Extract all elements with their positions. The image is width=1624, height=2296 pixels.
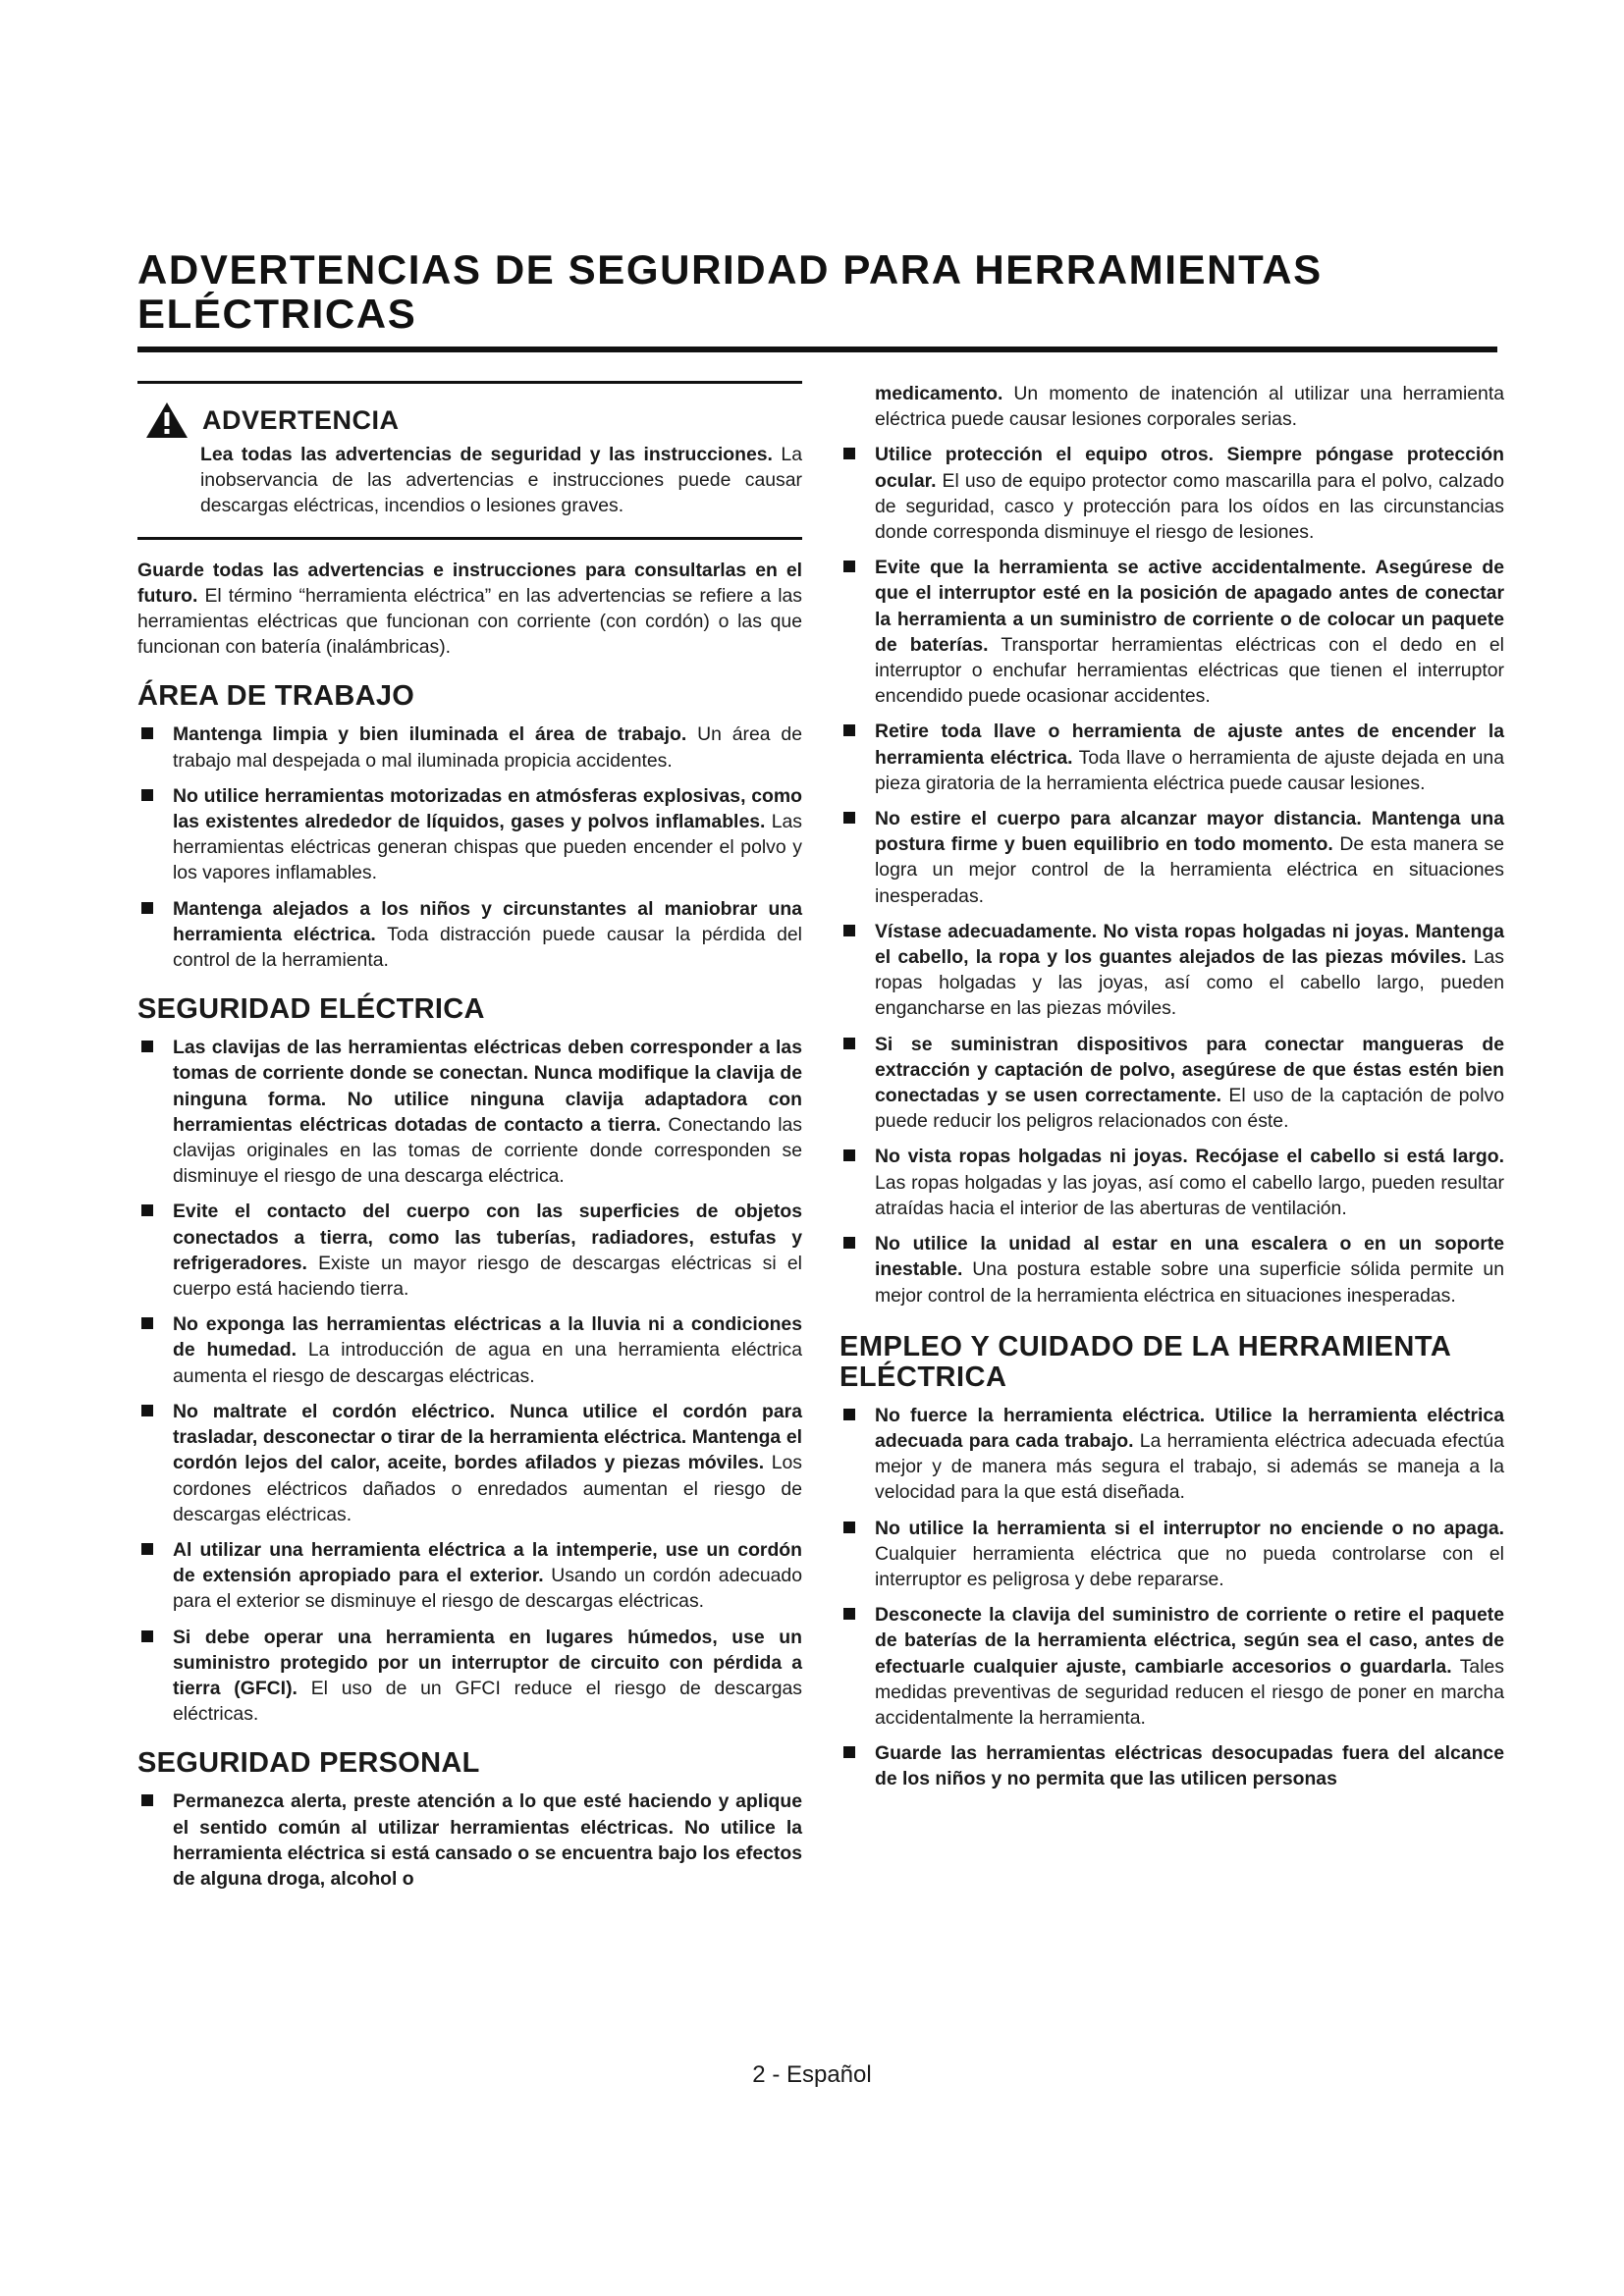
square-bullet-icon xyxy=(141,1041,153,1052)
section-list xyxy=(137,1035,802,1727)
list-item: Evite que la herramienta se active accidentalmente. Asegúrese de que el interruptor esté en la posición de apagado antes de conectar la herramienta a un suministro de corriente o de colocar un paquete de baterías. Transportar herramientas eléctricas con el dedo en el interruptor o enchufar herramientas eléctricas que tienen el interruptor encendido puede ocasionar accidentes. xyxy=(839,555,1504,709)
square-bullet-icon xyxy=(843,1608,855,1620)
warning-box xyxy=(137,381,802,540)
section-list xyxy=(137,1789,802,1892)
square-bullet-icon xyxy=(843,1237,855,1249)
list-item: Mantenga alejados a los niños y circunstantes al maniobrar una herramienta eléctrica. Toda distracción puede causar la pérdida del control de la herramienta. xyxy=(137,896,802,974)
square-bullet-icon xyxy=(843,812,855,824)
list-item: Mantenga limpia y bien iluminada el área de trabajo. Un área de trabajo mal despejada o mal iluminada propicia accidentes. xyxy=(137,721,802,773)
left-sections xyxy=(137,681,802,1892)
square-bullet-icon xyxy=(141,727,153,739)
list-item: Vístase adecuadamente. No vista ropas holgadas ni joyas. Mantenga el cabello, la ropa y los guantes alejados de las piezas móviles. Las ropas holgadas y las joyas, así como el cabello largo, pueden engancharse en las piezas móviles. xyxy=(839,919,1504,1022)
square-bullet-icon xyxy=(141,1543,153,1555)
square-bullet-icon xyxy=(141,1794,153,1806)
warning-triangle-icon xyxy=(145,401,189,439)
right-column xyxy=(839,381,1504,1802)
list-item: No utilice herramientas motorizadas en atmósferas explosivas, como las existentes alrededor de líquidos, gases y polvos inflamables. Las herramientas eléctricas generan chispas que pueden encender el polvo y los vapores inflamables. xyxy=(137,783,802,886)
square-bullet-icon xyxy=(141,1630,153,1642)
list-item: No utilice la herramienta si el interruptor no enciende o no apaga. Cualquier herramienta eléctrica que no pueda controlarse con el interruptor es peligrosa y debe repararse. xyxy=(839,1516,1504,1593)
square-bullet-icon xyxy=(843,561,855,572)
square-bullet-icon xyxy=(843,1746,855,1758)
square-bullet-icon xyxy=(843,1409,855,1420)
list-item: Guarde las herramientas eléctricas desocupadas fuera del alcance de los niños y no permita que las utilicen personas xyxy=(839,1740,1504,1791)
list-item: No maltrate el cordón eléctrico. Nunca utilice el cordón para trasladar, desconectar o tirar de la herramienta eléctrica. Mantenga el cordón lejos del calor, aceite, bordes afilados y piezas móviles. Los cordones eléctricos dañados o enredados aumentan el riesgo de descargas eléctricas. xyxy=(137,1399,802,1527)
list-item: Desconecte la clavija del suministro de corriente o retire el paquete de baterías de la herramienta eléctrica, según sea el caso, antes de efectuarle cualquier ajuste, cambiarle accesorios o guardarla. Tales medidas preventivas de seguridad reducen el riesgo de poner en marcha accidentalmente la herramienta. xyxy=(839,1602,1504,1731)
square-bullet-icon xyxy=(141,1204,153,1216)
list-item: No fuerce la herramienta eléctrica. Utilice la herramienta eléctrica adecuada para cada trabajo. La herramienta eléctrica adecuada efectúa mejor y de manera más segura el trabajo, si además se maneja a la velocidad para la que está diseñada. xyxy=(839,1403,1504,1506)
warning-header xyxy=(145,401,802,439)
square-bullet-icon xyxy=(843,1522,855,1533)
page-title: ADVERTENCIAS DE SEGURIDAD PARA HERRAMIENTAS ELÉCTRICAS xyxy=(137,246,1323,337)
list-item: Si se suministran dispositivos para conectar mangueras de extracción y captación de polvo, asegúrese de que éstas estén bien conectadas y se usen correctamente. El uso de la captación de polvo puede reducir los peligros relacionados con éste. xyxy=(839,1032,1504,1135)
square-bullet-icon xyxy=(843,925,855,936)
square-bullet-icon xyxy=(843,1149,855,1161)
square-bullet-icon xyxy=(141,1405,153,1416)
list-item: Las clavijas de las herramientas eléctricas deben corresponder a las tomas de corriente donde se conectan. Nunca modifique la clavija de ninguna forma. No utilice ninguna clavija adaptadora con herramientas eléctricas dotadas de contacto a tierra. Conectando las clavijas originales en las tomas de corriente donde corresponden se disminuye el riesgo de una descarga eléctrica. xyxy=(137,1035,802,1189)
left-column xyxy=(137,381,802,1901)
list-item: No utilice la unidad al estar en una escalera o en un soporte inestable. Una postura estable sobre una superficie sólida permite un mejor control de la herramienta eléctrica en situaciones inesperadas. xyxy=(839,1231,1504,1308)
section-heading: SEGURIDAD PERSONAL xyxy=(137,1747,480,1780)
list-item: No estire el cuerpo para alcanzar mayor distancia. Mantenga una postura firme y buen equilibrio en todo momento. De esta manera se logra un mejor control de la herramienta eléctrica en situaciones inesperadas. xyxy=(839,806,1504,909)
list-item: Si debe operar una herramienta en lugares húmedos, use un suministro protegido por un interruptor de circuito con pérdida a tierra (GFCI). El uso de un GFCI reduce el riesgo de descargas eléctricas. xyxy=(137,1625,802,1728)
section-heading-empleo: EMPLEO Y CUIDADO DE LA HERRAMIENTA ELÉCTRICA xyxy=(839,1330,1451,1393)
section-heading: SEGURIDAD ELÉCTRICA xyxy=(137,993,485,1026)
square-bullet-icon xyxy=(843,724,855,736)
square-bullet-icon xyxy=(843,448,855,459)
square-bullet-icon xyxy=(141,789,153,801)
list-item: No vista ropas holgadas ni joyas. Recójase el cabello si está largo. Las ropas holgadas y las joyas, así como el cabello largo, pueden resultar atraídas hacia el interior de las aberturas de ventilación. xyxy=(839,1144,1504,1221)
title-rule xyxy=(137,347,1497,352)
list-item: Retire toda llave o herramienta de ajuste antes de encender la herramienta eléctrica. Toda llave o herramienta de ajuste dejada en una pieza giratoria de la herramienta eléctrica puede causar lesiones. xyxy=(839,719,1504,796)
page-number: 2 - Español xyxy=(752,2061,872,2088)
intro-paragraph: Guarde todas las advertencias e instrucciones para consultarlas en el futuro. El término “herramienta eléctrica” en las advertencias se refiere a las herramientas eléctricas que funcionan con corriente (con cordón) o las que funcionan con batería (inalámbricas). xyxy=(137,559,802,659)
list-item: Permanezca alerta, preste atención a lo que esté haciendo y aplique el sentido común al utilizar herramientas eléctricas. No utilice la herramienta eléctrica si está cansado o se encuentra bajo los efectos de alguna droga, alcohol o xyxy=(137,1789,802,1892)
list-item: No exponga las herramientas eléctricas a la lluvia ni a condiciones de humedad. La introducción de agua en una herramienta eléctrica aumenta el riesgo de descargas eléctricas. xyxy=(137,1311,802,1389)
list-item: Utilice protección el equipo otros. Siempre póngase protección ocular. El uso de equipo protector como mascarilla para el polvo, calzado de seguridad, casco y protección para los oídos en las circunstancias donde corresponda disminuye el riesgo de lesiones. xyxy=(839,442,1504,545)
tool-use-list xyxy=(839,1403,1504,1792)
list-item: Evite el contacto del cuerpo con las superficies de objetos conectados a tierra, como las tuberías, radiadores, estufas y refrigeradores. Existe un mayor riesgo de descargas eléctricas si el cuerpo está haciendo tierra. xyxy=(137,1199,802,1302)
square-bullet-icon xyxy=(141,902,153,914)
personal-safety-list-continued xyxy=(839,442,1504,1308)
section-heading: ÁREA DE TRABAJO xyxy=(137,680,415,713)
list-item: Al utilizar una herramienta eléctrica a la intemperie, use un cordón de extensión apropiado para el exterior. Usando un cordón adecuado para el exterior se disminuye el riesgo de descargas eléctricas. xyxy=(137,1537,802,1615)
warning-text: Lea todas las advertencias de seguridad y las instrucciones. La inobservancia de las advertencias e instrucciones puede causar descargas eléctricas, incendios o lesiones graves. xyxy=(200,444,802,517)
square-bullet-icon xyxy=(843,1038,855,1049)
square-bullet-icon xyxy=(141,1317,153,1329)
section-list xyxy=(137,721,802,973)
warning-heading: ADVERTENCIA xyxy=(202,404,400,435)
continued-text: medicamento. Un momento de inatención al utilizar una herramienta eléctrica puede causar lesiones corporales serias. xyxy=(875,383,1504,431)
